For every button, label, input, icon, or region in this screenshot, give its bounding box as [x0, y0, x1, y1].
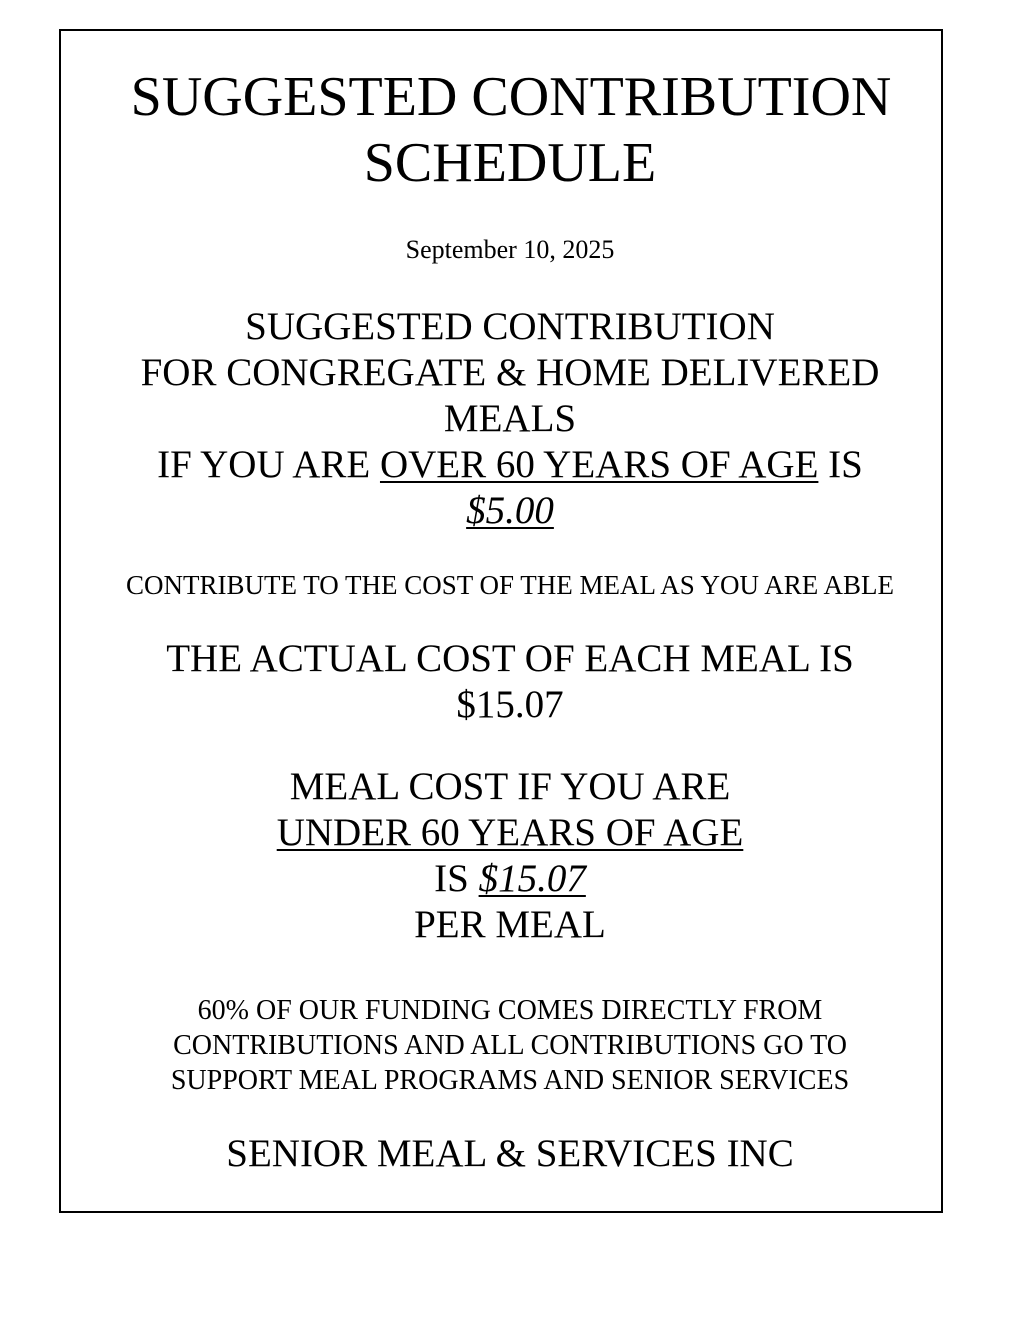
suggested-line-4	[0, 442, 1020, 488]
under-60-section	[0, 764, 1020, 948]
funding-line-1: 60% OF OUR FUNDING COMES DIRECTLY FROM	[197, 995, 823, 1026]
funding-line-2: CONTRIBUTIONS AND ALL CONTRIBUTIONS GO TO	[173, 1030, 847, 1061]
under-is-prefix: IS	[434, 857, 479, 900]
suggested-line-3: MEALS	[443, 397, 577, 440]
over-60-text: OVER 60 YEARS OF AGE	[379, 443, 819, 486]
suggested-amount-line	[0, 488, 1020, 534]
title-line-1: SUGGESTED CONTRIBUTION	[130, 66, 892, 128]
under-line-1: MEAL COST IF YOU ARE	[289, 765, 731, 808]
under-line-2	[0, 810, 1020, 856]
suggested-contribution-section	[0, 304, 1020, 534]
document-date: September 10, 2025	[405, 235, 615, 264]
page-title	[0, 64, 1020, 196]
actual-cost-amount: $15.07	[456, 683, 564, 726]
under-line-4: PER MEAL	[414, 903, 606, 946]
under-line-3	[0, 856, 1020, 902]
funding-line-3: SUPPORT MEAL PROGRAMS AND SENIOR SERVICES	[170, 1065, 850, 1096]
organization-name: SENIOR MEAL & SERVICES INC	[226, 1132, 794, 1175]
title-line-2: SCHEDULE	[363, 132, 657, 194]
under-amount: $15.07	[478, 857, 586, 900]
actual-cost-section	[0, 636, 1020, 728]
under-60-text: UNDER 60 YEARS OF AGE	[276, 811, 744, 854]
suggested-line-2: FOR CONGREGATE & HOME DELIVERED	[140, 351, 880, 394]
suggested-amount: $5.00	[466, 489, 554, 532]
funding-note	[0, 993, 1020, 1098]
contribute-as-able-note: CONTRIBUTE TO THE COST OF THE MEAL AS YOU ARE ABLE	[125, 570, 895, 600]
age-suffix: IS	[818, 443, 863, 486]
actual-cost-line: THE ACTUAL COST OF EACH MEAL IS	[166, 637, 854, 680]
age-prefix: IF YOU ARE	[157, 443, 380, 486]
suggested-line-1: SUGGESTED CONTRIBUTION	[245, 305, 775, 348]
